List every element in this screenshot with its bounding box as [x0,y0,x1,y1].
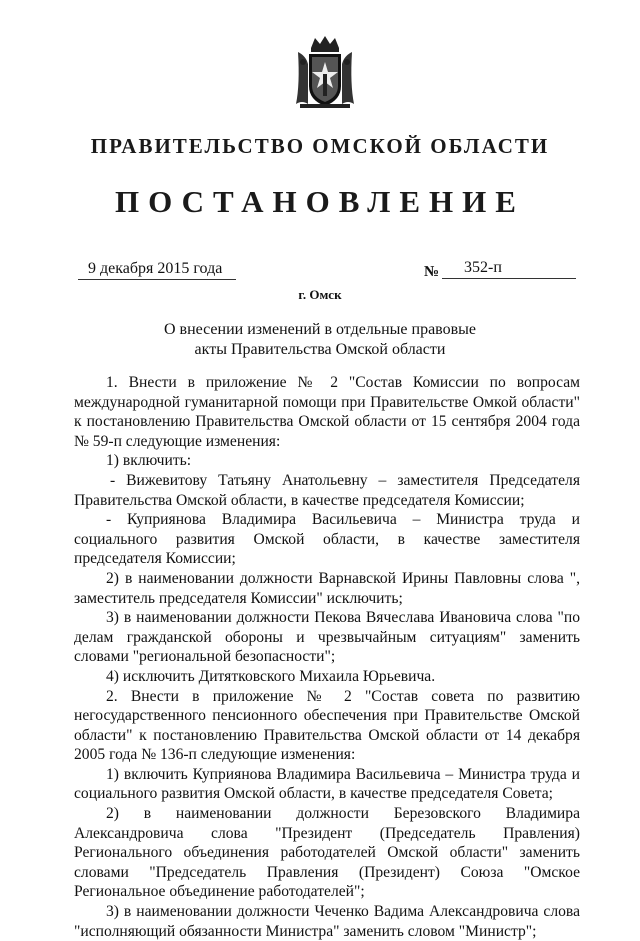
number-sign: № [424,264,440,280]
paragraph: - Вижевитову Татьяну Анатольевну – заместителя Председателя Правительства Омской области, в качестве председателя Комиссии; [74,471,580,509]
paragraph: 1) включить: [106,452,192,470]
paragraph: 2) в наименовании должности Варнавской Ирины Павловны слова ", заместитель председателя Комиссии" исключить; [74,569,580,607]
city-label: г. Омск [298,287,342,302]
paragraph: 2) в наименовании должности Березовского Владимира Александровича слова "Президент (Председатель Правления) Регионального объединения работодателей Омской области" заменить словами "Председатель Правления (Президент) Союза "Омское Региональное объединение работодателей"; [74,805,580,901]
organization-title: ПРАВИТЕЛЬСТВО ОМСКОЙ ОБЛАСТИ [90,134,550,158]
document-number: 352-п [442,258,576,279]
document-body [74,373,580,941]
paragraph: 1) включить Куприянова Владимира Васильевича – Министра труда и социального развития Омской области, в качестве председателя Совета; [74,765,580,803]
paragraph: 3) в наименовании должности Чеченко Вадима Александровича слова "исполняющий обязанности Министра" заменить словом "Министр"; [74,903,580,940]
paragraph: 1. Внести в приложение № 2 "Состав Комиссии по вопросам международной гуманитарной помощи при Правительстве Омкой области" к постановлению Правительства Омской области от 15 сентября 2004 года № 59-п следующие изменения: [74,374,580,450]
document-subject: О внесении изменений в отдельные правовые акты Правительства Омской области [163,321,477,358]
omsk-region-coat-of-arms-icon [294,34,356,110]
paragraph: 4) исключить Дитятковского Михаила Юрьевича. [106,667,436,685]
paragraph: 3) в наименовании должности Пекова Вячеслава Ивановича слова "по делам гражданской обороны и чрезвычайным ситуациям" заменить словами "региональной безопасности"; [74,609,580,666]
document-date: 9 декабря 2015 года [78,259,236,280]
paragraph: - Куприянова Владимира Васильевича – Министра труда и социального развития Омской области, в качестве заместителя председателя Комиссии; [74,511,580,568]
document-type-title: ПОСТАНОВЛЕНИЕ [115,184,525,219]
paragraph: 2. Внести в приложение № 2 "Состав совета по развитию негосударственного пенсионного обеспечения при Правительстве Омской области" к постановлению Правительства Омской области от 14 декабря 2005 года № 136-п следующие изменения: [74,687,580,764]
